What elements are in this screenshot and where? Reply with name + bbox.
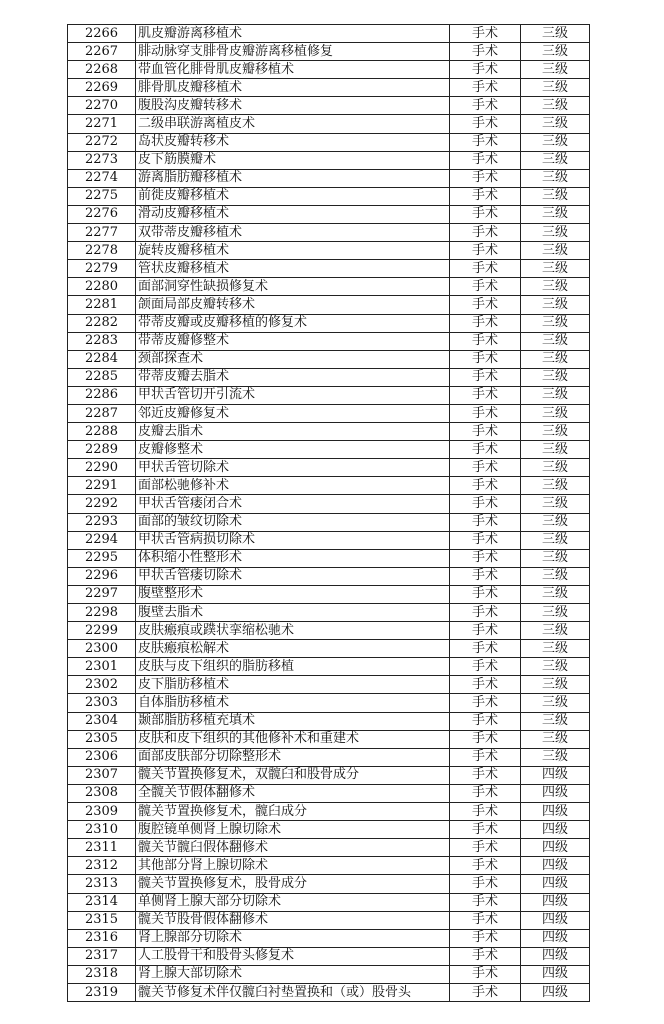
procedure-name-cell: 面部松驰修补术 (136, 477, 450, 495)
row-number-cell: 2267 (68, 43, 136, 61)
procedure-type-cell: 手术 (450, 658, 521, 676)
procedure-type-cell: 手术 (450, 513, 521, 531)
procedure-type-cell: 手术 (450, 169, 521, 187)
row-number-cell: 2304 (68, 712, 136, 730)
procedure-level-cell: 三级 (521, 423, 590, 441)
table-row (68, 187, 590, 205)
table-row (68, 531, 590, 549)
table-row (68, 857, 590, 875)
row-number-cell: 2309 (68, 803, 136, 821)
procedure-name-cell: 皮下脂肪移植术 (136, 676, 450, 694)
table-row (68, 875, 590, 893)
procedure-level-cell: 四级 (521, 784, 590, 802)
row-number-cell: 2316 (68, 929, 136, 947)
table-row (68, 604, 590, 622)
procedure-type-cell: 手术 (450, 332, 521, 350)
procedure-level-cell: 三级 (521, 79, 590, 97)
procedure-type-cell: 手术 (450, 549, 521, 567)
row-number-cell: 2314 (68, 893, 136, 911)
procedure-type-cell: 手术 (450, 278, 521, 296)
procedure-level-cell: 四级 (521, 875, 590, 893)
row-number-cell: 2313 (68, 875, 136, 893)
procedure-level-cell: 三级 (521, 459, 590, 477)
procedure-type-cell: 手术 (450, 947, 521, 965)
table-row (68, 423, 590, 441)
table-row (68, 513, 590, 531)
row-number-cell: 2281 (68, 296, 136, 314)
procedure-type-cell: 手术 (450, 911, 521, 929)
procedure-name-cell: 腹腔镜单侧肾上腺切除术 (136, 821, 450, 839)
procedure-name-cell: 髋关节置换修复术，股骨成分 (136, 875, 450, 893)
procedure-level-cell: 三级 (521, 404, 590, 422)
table-row (68, 911, 590, 929)
procedure-level-cell: 三级 (521, 242, 590, 260)
procedure-name-cell: 全髋关节假体翻修术 (136, 784, 450, 802)
row-number-cell: 2298 (68, 604, 136, 622)
row-number-cell: 2295 (68, 549, 136, 567)
row-number-cell: 2280 (68, 278, 136, 296)
row-number-cell: 2312 (68, 857, 136, 875)
procedure-name-cell: 旋转皮瓣移植术 (136, 242, 450, 260)
table-row (68, 640, 590, 658)
row-number-cell: 2300 (68, 640, 136, 658)
row-number-cell: 2284 (68, 350, 136, 368)
procedure-type-cell: 手术 (450, 857, 521, 875)
row-number-cell: 2290 (68, 459, 136, 477)
row-number-cell: 2303 (68, 694, 136, 712)
row-number-cell: 2294 (68, 531, 136, 549)
procedure-name-cell: 管状皮瓣移植术 (136, 260, 450, 278)
procedure-type-cell: 手术 (450, 803, 521, 821)
procedure-name-cell: 肾上腺大部切除术 (136, 965, 450, 983)
procedure-level-cell: 三级 (521, 495, 590, 513)
table-row (68, 386, 590, 404)
procedure-level-cell: 三级 (521, 133, 590, 151)
procedure-name-cell: 髋关节股骨假体翻修术 (136, 911, 450, 929)
procedure-type-cell: 手术 (450, 459, 521, 477)
row-number-cell: 2315 (68, 911, 136, 929)
procedure-type-cell: 手术 (450, 187, 521, 205)
procedure-type-cell: 手术 (450, 205, 521, 223)
procedure-name-cell: 带血管化腓骨肌皮瓣移植术 (136, 61, 450, 79)
table-row (68, 947, 590, 965)
row-number-cell: 2271 (68, 115, 136, 133)
procedure-type-cell: 手术 (450, 314, 521, 332)
table-row (68, 821, 590, 839)
procedure-type-cell: 手术 (450, 423, 521, 441)
table-row (68, 893, 590, 911)
procedure-level-cell: 四级 (521, 839, 590, 857)
row-number-cell: 2269 (68, 79, 136, 97)
row-number-cell: 2285 (68, 368, 136, 386)
row-number-cell: 2266 (68, 25, 136, 43)
procedure-type-cell: 手术 (450, 784, 521, 802)
procedure-name-cell: 邻近皮瓣修复术 (136, 404, 450, 422)
row-number-cell: 2307 (68, 766, 136, 784)
row-number-cell: 2306 (68, 748, 136, 766)
row-number-cell: 2301 (68, 658, 136, 676)
table-row (68, 115, 590, 133)
procedure-name-cell: 肌皮瓣游离移植术 (136, 25, 450, 43)
procedure-type-cell: 手术 (450, 115, 521, 133)
procedure-level-cell: 三级 (521, 676, 590, 694)
procedure-name-cell: 体积缩小性整形术 (136, 549, 450, 567)
table-row (68, 242, 590, 260)
table-row (68, 332, 590, 350)
procedure-level-cell: 三级 (521, 350, 590, 368)
procedure-type-cell: 手术 (450, 875, 521, 893)
row-number-cell: 2277 (68, 224, 136, 242)
table-row (68, 929, 590, 947)
row-number-cell: 2274 (68, 169, 136, 187)
table-row (68, 205, 590, 223)
table-row (68, 477, 590, 495)
procedure-level-cell: 四级 (521, 803, 590, 821)
row-number-cell: 2310 (68, 821, 136, 839)
table-row (68, 79, 590, 97)
procedure-level-cell: 三级 (521, 513, 590, 531)
procedure-type-cell: 手术 (450, 25, 521, 43)
procedure-name-cell: 游离脂肪瓣移植术 (136, 169, 450, 187)
procedure-type-cell: 手术 (450, 766, 521, 784)
procedure-type-cell: 手术 (450, 79, 521, 97)
procedure-level-cell: 三级 (521, 187, 590, 205)
procedure-level-cell: 三级 (521, 205, 590, 223)
row-number-cell: 2289 (68, 441, 136, 459)
procedure-level-cell: 四级 (521, 821, 590, 839)
row-number-cell: 2283 (68, 332, 136, 350)
procedure-name-cell: 皮瓣去脂术 (136, 423, 450, 441)
procedure-name-cell: 岛状皮瓣转移术 (136, 133, 450, 151)
procedure-type-cell: 手术 (450, 296, 521, 314)
procedure-table-body (68, 25, 590, 1002)
procedure-type-cell: 手术 (450, 567, 521, 585)
procedure-level-cell: 三级 (521, 151, 590, 169)
procedure-name-cell: 前徙皮瓣移植术 (136, 187, 450, 205)
procedure-name-cell: 皮瓣修整术 (136, 441, 450, 459)
table-row (68, 404, 590, 422)
procedure-level-cell: 三级 (521, 622, 590, 640)
procedure-name-cell: 滑动皮瓣移植术 (136, 205, 450, 223)
procedure-name-cell: 其他部分肾上腺切除术 (136, 857, 450, 875)
procedure-name-cell: 自体脂肪移植术 (136, 694, 450, 712)
procedure-name-cell: 腹股沟皮瓣转移术 (136, 97, 450, 115)
procedure-level-cell: 三级 (521, 640, 590, 658)
procedure-name-cell: 二级串联游离植皮术 (136, 115, 450, 133)
table-row (68, 784, 590, 802)
table-row (68, 803, 590, 821)
procedure-name-cell: 单侧肾上腺大部分切除术 (136, 893, 450, 911)
procedure-name-cell: 带蒂皮瓣修整术 (136, 332, 450, 350)
procedure-level-cell: 三级 (521, 604, 590, 622)
procedure-level-cell: 四级 (521, 947, 590, 965)
procedure-level-cell: 三级 (521, 169, 590, 187)
table-row (68, 983, 590, 1001)
procedure-name-cell: 腹壁整形术 (136, 585, 450, 603)
row-number-cell: 2291 (68, 477, 136, 495)
procedure-type-cell: 手术 (450, 965, 521, 983)
procedure-level-cell: 四级 (521, 893, 590, 911)
procedure-type-cell: 手术 (450, 730, 521, 748)
procedure-level-cell: 三级 (521, 441, 590, 459)
procedure-type-cell: 手术 (450, 495, 521, 513)
procedure-level-cell: 四级 (521, 929, 590, 947)
procedure-level-cell: 三级 (521, 730, 590, 748)
row-number-cell: 2293 (68, 513, 136, 531)
procedure-level-cell: 三级 (521, 549, 590, 567)
procedure-type-cell: 手术 (450, 368, 521, 386)
table-row (68, 296, 590, 314)
procedure-level-cell: 三级 (521, 25, 590, 43)
table-row (68, 278, 590, 296)
table-row (68, 133, 590, 151)
row-number-cell: 2270 (68, 97, 136, 115)
table-row (68, 368, 590, 386)
procedure-level-cell: 三级 (521, 368, 590, 386)
table-row (68, 495, 590, 513)
row-number-cell: 2268 (68, 61, 136, 79)
procedure-type-cell: 手术 (450, 260, 521, 278)
procedure-name-cell: 带蒂皮瓣去脂术 (136, 368, 450, 386)
procedure-type-cell: 手术 (450, 640, 521, 658)
procedure-name-cell: 人工股骨干和股骨头修复术 (136, 947, 450, 965)
procedure-name-cell: 颌面局部皮瓣转移术 (136, 296, 450, 314)
table-row (68, 965, 590, 983)
procedure-level-cell: 三级 (521, 115, 590, 133)
procedure-level-cell: 三级 (521, 278, 590, 296)
row-number-cell: 2296 (68, 567, 136, 585)
procedure-type-cell: 手术 (450, 585, 521, 603)
procedure-type-cell: 手术 (450, 404, 521, 422)
table-row (68, 567, 590, 585)
procedure-name-cell: 甲状舌管瘘闭合术 (136, 495, 450, 513)
procedure-name-cell: 甲状舌管切开引流术 (136, 386, 450, 404)
row-number-cell: 2279 (68, 260, 136, 278)
procedure-level-cell: 三级 (521, 477, 590, 495)
procedure-name-cell: 颞部脂肪移植充填术 (136, 712, 450, 730)
procedure-type-cell: 手术 (450, 676, 521, 694)
procedure-level-cell: 三级 (521, 712, 590, 730)
table-row (68, 61, 590, 79)
procedure-level-cell: 四级 (521, 766, 590, 784)
procedure-type-cell: 手术 (450, 748, 521, 766)
procedure-type-cell: 手术 (450, 694, 521, 712)
procedure-level-cell: 四级 (521, 983, 590, 1001)
procedure-level-cell: 三级 (521, 585, 590, 603)
row-number-cell: 2292 (68, 495, 136, 513)
procedure-type-cell: 手术 (450, 242, 521, 260)
row-number-cell: 2282 (68, 314, 136, 332)
procedure-name-cell: 双带蒂皮瓣移植术 (136, 224, 450, 242)
table-row (68, 25, 590, 43)
procedure-name-cell: 甲状舌管病损切除术 (136, 531, 450, 549)
table-row (68, 441, 590, 459)
table-row (68, 658, 590, 676)
procedure-level-cell: 三级 (521, 224, 590, 242)
procedure-type-cell: 手术 (450, 151, 521, 169)
procedure-type-cell: 手术 (450, 477, 521, 495)
procedure-level-cell: 四级 (521, 965, 590, 983)
table-row (68, 151, 590, 169)
table-row (68, 224, 590, 242)
row-number-cell: 2273 (68, 151, 136, 169)
procedure-type-cell: 手术 (450, 386, 521, 404)
procedure-level-cell: 三级 (521, 314, 590, 332)
row-number-cell: 2276 (68, 205, 136, 223)
procedure-name-cell: 甲状舌管瘘切除术 (136, 567, 450, 585)
procedure-level-cell: 三级 (521, 260, 590, 278)
procedure-level-cell: 三级 (521, 748, 590, 766)
procedure-type-cell: 手术 (450, 839, 521, 857)
procedure-name-cell: 髋关节髋臼假体翻修术 (136, 839, 450, 857)
table-row (68, 314, 590, 332)
procedure-type-cell: 手术 (450, 224, 521, 242)
procedure-name-cell: 腓骨肌皮瓣移植术 (136, 79, 450, 97)
row-number-cell: 2286 (68, 386, 136, 404)
procedure-level-cell: 三级 (521, 97, 590, 115)
row-number-cell: 2319 (68, 983, 136, 1001)
procedure-name-cell: 皮肤瘢痕松解术 (136, 640, 450, 658)
procedure-type-cell: 手术 (450, 821, 521, 839)
procedure-name-cell: 皮肤与皮下组织的脂肪移植 (136, 658, 450, 676)
procedure-type-cell: 手术 (450, 133, 521, 151)
procedure-type-cell: 手术 (450, 893, 521, 911)
procedure-type-cell: 手术 (450, 531, 521, 549)
procedure-level-cell: 四级 (521, 911, 590, 929)
row-number-cell: 2297 (68, 585, 136, 603)
procedure-name-cell: 髋关节置换修复术，髋臼成分 (136, 803, 450, 821)
row-number-cell: 2305 (68, 730, 136, 748)
procedure-name-cell: 皮肤瘢痕或蹼状挛缩松驰术 (136, 622, 450, 640)
row-number-cell: 2288 (68, 423, 136, 441)
procedure-name-cell: 皮肤和皮下组织的其他修补术和重建术 (136, 730, 450, 748)
procedure-type-cell: 手术 (450, 929, 521, 947)
procedure-type-cell: 手术 (450, 622, 521, 640)
procedure-level-cell: 三级 (521, 567, 590, 585)
table-row (68, 43, 590, 61)
row-number-cell: 2299 (68, 622, 136, 640)
table-row (68, 694, 590, 712)
table-row (68, 766, 590, 784)
procedure-name-cell: 腓动脉穿支腓骨皮瓣游离移植修复 (136, 43, 450, 61)
procedure-level-cell: 三级 (521, 386, 590, 404)
row-number-cell: 2311 (68, 839, 136, 857)
procedure-type-cell: 手术 (450, 61, 521, 79)
procedure-type-cell: 手术 (450, 604, 521, 622)
procedure-name-cell: 髋关节置换修复术，双髋臼和股骨成分 (136, 766, 450, 784)
row-number-cell: 2318 (68, 965, 136, 983)
procedure-type-cell: 手术 (450, 983, 521, 1001)
table-row (68, 549, 590, 567)
row-number-cell: 2317 (68, 947, 136, 965)
procedure-name-cell: 面部洞穿性缺损修复术 (136, 278, 450, 296)
procedure-name-cell: 甲状舌管切除术 (136, 459, 450, 477)
row-number-cell: 2308 (68, 784, 136, 802)
table-row (68, 730, 590, 748)
procedure-type-cell: 手术 (450, 43, 521, 61)
procedure-name-cell: 腹壁去脂术 (136, 604, 450, 622)
procedure-name-cell: 带蒂皮瓣或皮瓣移植的修复术 (136, 314, 450, 332)
table-row (68, 712, 590, 730)
procedure-name-cell: 面部的皱纹切除术 (136, 513, 450, 531)
procedure-level-cell: 三级 (521, 296, 590, 314)
procedure-type-cell: 手术 (450, 350, 521, 368)
row-number-cell: 2302 (68, 676, 136, 694)
procedure-table (67, 24, 590, 1002)
table-row (68, 350, 590, 368)
row-number-cell: 2278 (68, 242, 136, 260)
procedure-level-cell: 三级 (521, 332, 590, 350)
procedure-name-cell: 皮下筋膜瓣术 (136, 151, 450, 169)
procedure-level-cell: 三级 (521, 658, 590, 676)
procedure-level-cell: 三级 (521, 61, 590, 79)
table-row (68, 676, 590, 694)
table-row (68, 169, 590, 187)
procedure-level-cell: 四级 (521, 857, 590, 875)
row-number-cell: 2287 (68, 404, 136, 422)
procedure-level-cell: 三级 (521, 694, 590, 712)
procedure-type-cell: 手术 (450, 97, 521, 115)
table-row (68, 260, 590, 278)
table-row (68, 97, 590, 115)
table-row (68, 622, 590, 640)
procedure-type-cell: 手术 (450, 712, 521, 730)
table-row (68, 839, 590, 857)
procedure-name-cell: 颈部探查术 (136, 350, 450, 368)
procedure-name-cell: 髋关节修复术伴仅髋臼衬垫置换和（或）股骨头 (136, 983, 450, 1001)
procedure-name-cell: 肾上腺部分切除术 (136, 929, 450, 947)
procedure-level-cell: 三级 (521, 531, 590, 549)
procedure-type-cell: 手术 (450, 441, 521, 459)
table-row (68, 459, 590, 477)
table-row (68, 748, 590, 766)
table-row (68, 585, 590, 603)
row-number-cell: 2272 (68, 133, 136, 151)
procedure-level-cell: 三级 (521, 43, 590, 61)
row-number-cell: 2275 (68, 187, 136, 205)
procedure-name-cell: 面部皮肤部分切除整形术 (136, 748, 450, 766)
